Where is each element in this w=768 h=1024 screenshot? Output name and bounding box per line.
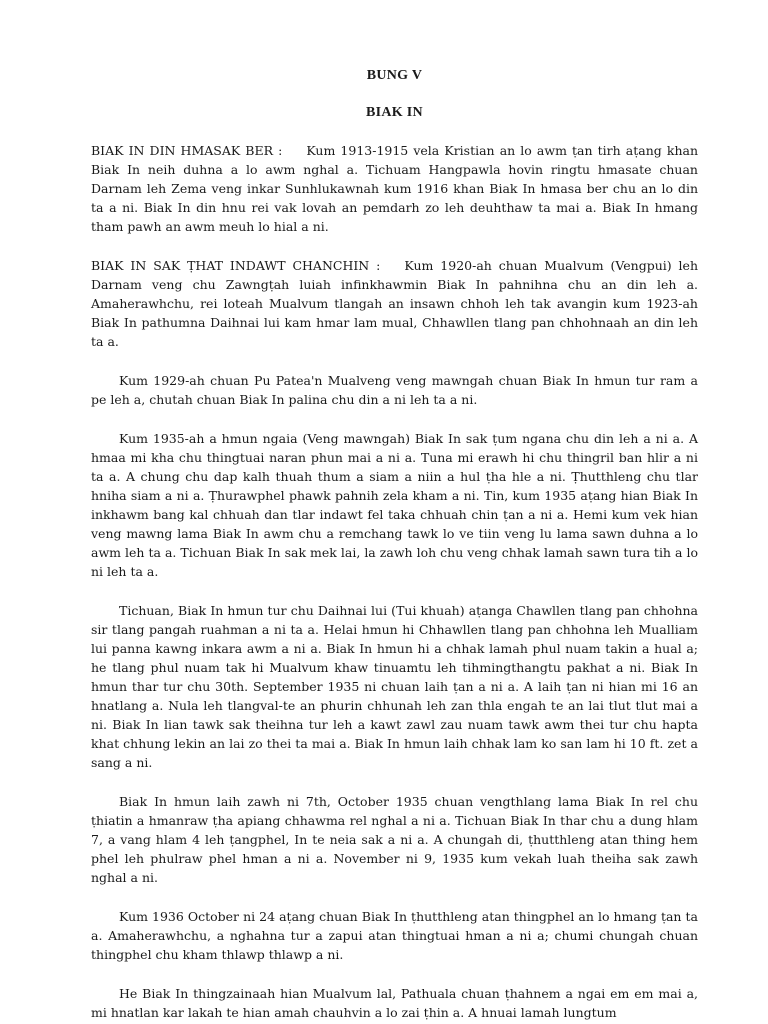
document-body (91, 141, 698, 1022)
body-paragraph: Kum 1936 October ni 24 aṭang chuan Biak In ṭhutthleng atan thingphel an lo hmang ṭan ta a. Amaherawhchu, a nghahna tur a zapui atan thingtuai hman a ni a; chumi chungah chuan thingphel chu kham thlawp thlawp a ni. (91, 909, 698, 962)
section-heading: BIAK IN SAK ṬHAT INDAWT CHANCHIN : (91, 258, 381, 273)
section-paragraph (91, 141, 698, 236)
body-paragraph: Tichuan, Biak In hmun tur chu Daihnai lui (Tui khuah) aṭanga Chawllen tlang pan chhohna sir tlang pangah ruahman a ni ta a. Helai hmun hi Chhawllen tlang pan chhohna leh Mualliam lui panna kawng inkara awm a ni a. Biak In hmun hi a chhak lamah phul nuam takin a hual a; he tlang phul nuam tak hi Mualvum khaw tinuamtu leh tihmingthangtu pakhat a ni. Biak In hmun thar tur chu 30th. September 1935 ni chuan laih ṭan a ni a. A laih ṭan ni hian mi 16 an hnatlang a. Nula leh tlangval-te an phurin chhunah leh zan thla engah te an lai tlut tlut mai a ni. Biak In lian tawk sak theihna tur leh a kawt zawl zau nuam tawk awm thei tur chu hapta khat chhung lekin an lai zo thei ta mai a. Biak In hmun laih chhak lam ko san lam hi 10 ft. zet a sang a ni. (91, 603, 698, 770)
chapter-number: BUNG V (366, 68, 423, 83)
section-text: Kum 1920-ah chuan Mualvum (Vengpui) leh Darnam veng chu Zawngṭah luiah infinkhawmin Biak In pahnihna chu an din leh a. Amaherawhchu, rei loteah Mualvum tlangah an insawn chhoh leh tak avangin kum 1923-ah Biak In pathumna Daihnai lui kam hmar lam mual, Chhawllen tlang pan chhohnaah an din leh ta a. (91, 258, 698, 349)
section-paragraph (91, 256, 698, 351)
body-paragraph: He Biak In thingzainaah hian Mualvum lal, Pathuala chuan ṭhahnem a ngai em em mai a, mi hnatlan kar lakah te hian amah chauhvin a lo zai ṭhin a. A hnuai lamah lungtum (91, 986, 698, 1020)
section-heading: BIAK IN DIN HMASAK BER : (91, 143, 283, 158)
body-paragraph: Kum 1935-ah a hmun ngaia (Veng mawngah) Biak In sak ṭum ngana chu din leh a ni a. A hmaa mi kha chu thingtuai naran phun mai a ni a. Tuna mi erawh hi chu thingril ban hlir a ni ta a. A chung chu dap kalh thuah thum a siam a niin a hul ṭha hle a ni. Ṭhutthleng chu tlar hniha siam a ni a. Ṭhurawphel phawk pahnih zela kham a ni. Tin, kum 1935 aṭang hian Biak In inkhawm bang kal chhuah dan tlar indawt fel taka chhuah chin ṭan a ni a. Hemi kum vek hian veng mawng lama Biak In awm chu a remchang tawk lo ve tiin veng lu lama sawn duhna a lo awm leh ta a. Tichuan Biak In sak mek lai, la zawh loh chu veng chhak lamah sawn tura tih a lo ni leh ta a. (91, 431, 698, 579)
section-text: Kum 1913-1915 vela Kristian an lo awm ṭan tirh aṭang khan Biak In neih duhna a lo awm nghal a. Tichuam Hangpawla hovin ringtu hmasate chuan Darnam leh Zema veng inkar Sunhlukawnah kum 1916 khan Biak In hmasa ber chu an lo din ta a ni. Biak In din hnu rei vak lovah an pemdarh zo leh deuhthaw ta mai a. Biak In hmang tham pawh an awm meuh lo hial a ni. (91, 143, 699, 234)
body-paragraph: Biak In hmun laih zawh ni 7th, October 1935 chuan vengthlang lama Biak In rel chu ṭhiatin a hmanraw ṭha apiang chhawma rel nghal a ni a. Tichuan Biak In thar chu a dung hlam 7, a vang hlam 4 leh ṭangphel, In te neia sak a ni a. A chungah di, ṭhutthleng atan thing hem phel leh phulraw phel hman a ni a. November ni 9, 1935 kum vekah luah theiha sak zawh nghal a ni. (91, 794, 698, 885)
chapter-title: BIAK IN (366, 105, 423, 120)
body-paragraph: Kum 1929-ah chuan Pu Patea'n Mualveng veng mawngah chuan Biak In hmun tur ram a pe leh a, chutah chuan Biak In palina chu din a ni leh ta a ni. (91, 373, 698, 407)
